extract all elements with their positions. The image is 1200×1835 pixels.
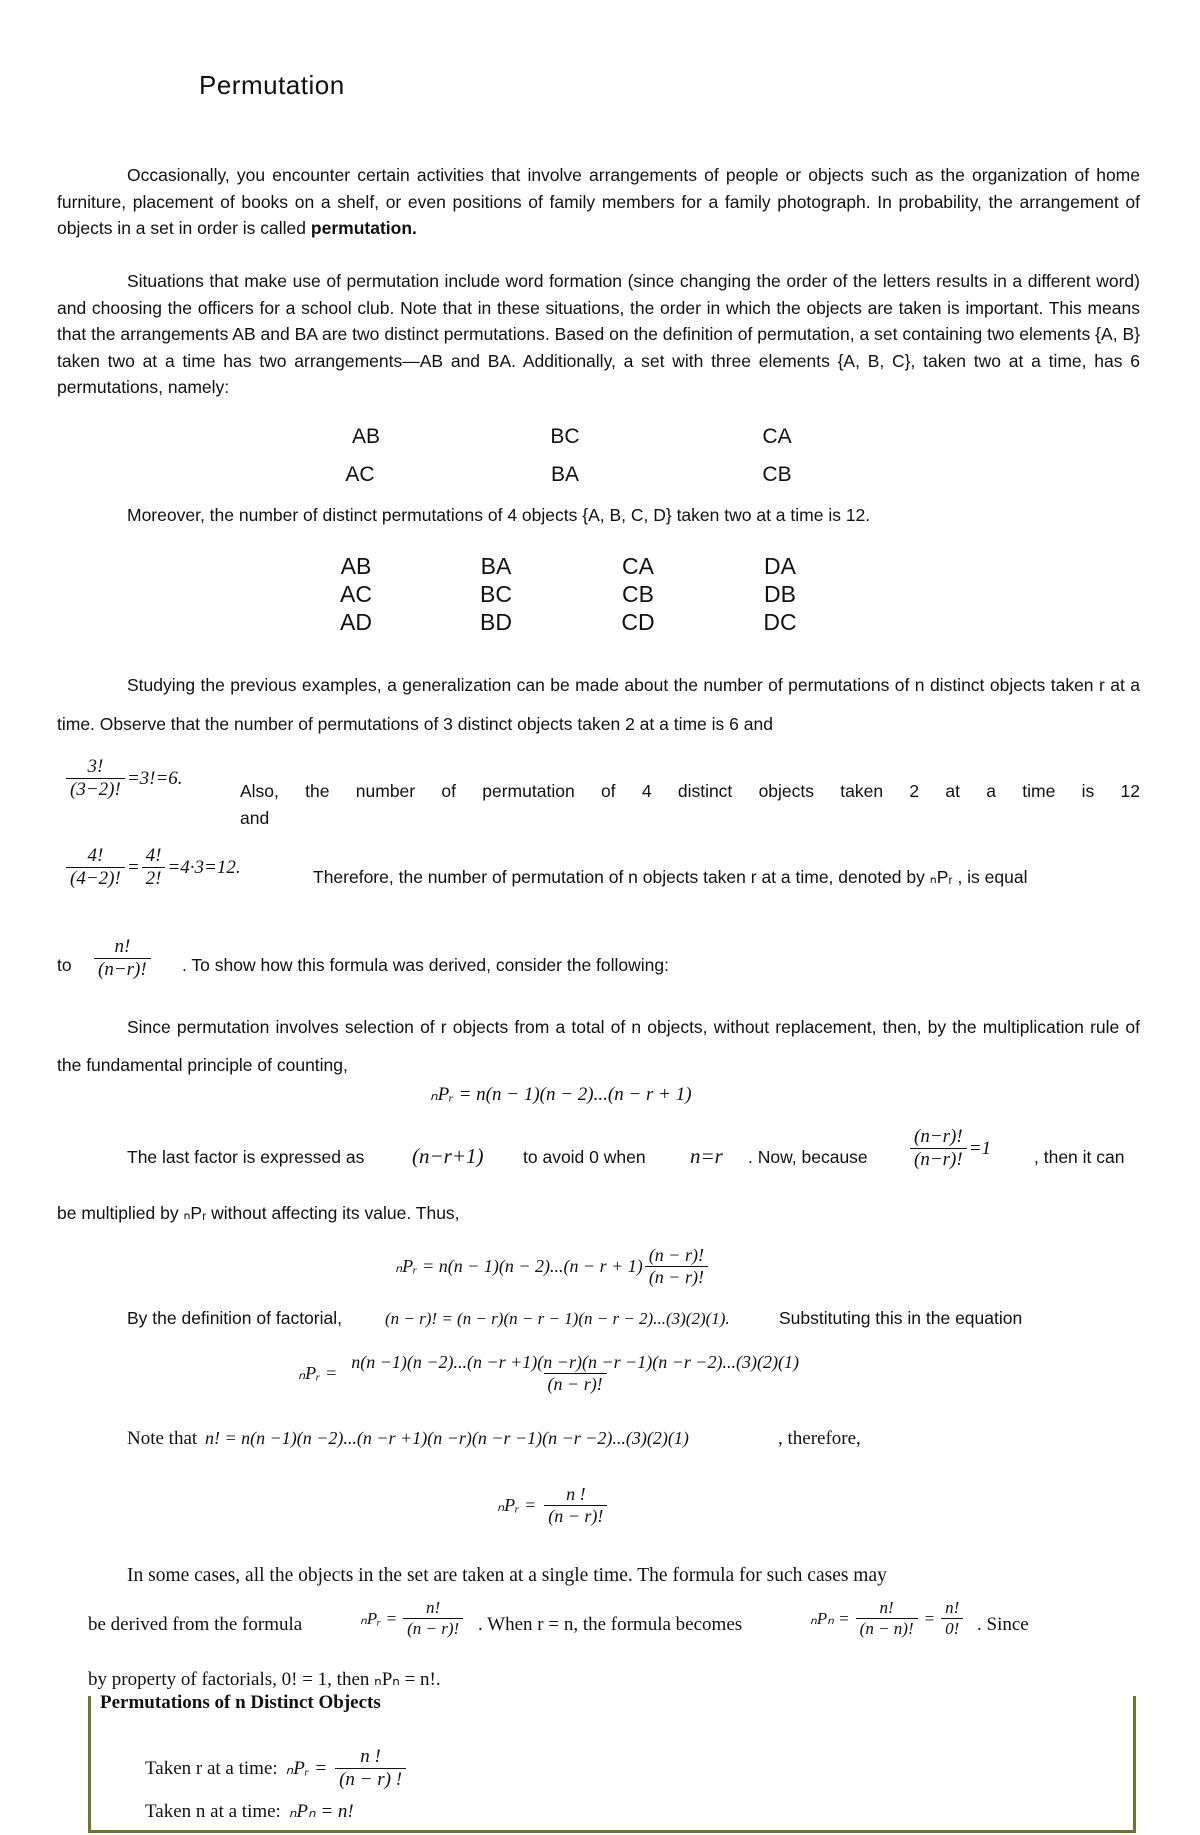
paragraph-since (57, 1008, 1140, 1084)
fraction-denominator: 2! (142, 867, 166, 890)
equation-npr-final (497, 1484, 609, 1527)
equation-npr-product: ₙPᵣ = n(n − 1)(n − 2)...(n − r + 1) (430, 1084, 692, 1105)
fraction-denominator: (3−2)! (66, 778, 125, 801)
formula-identity-one (908, 1126, 991, 1171)
table4-cell: BD (480, 609, 512, 635)
table4-cell: CA (622, 553, 654, 579)
fraction-numerator: 4! (145, 845, 162, 866)
table4-cell: AD (340, 609, 372, 635)
equation-substituted (298, 1352, 805, 1395)
fraction-denominator: (n − n)! (856, 1618, 918, 1639)
paragraph-intro (57, 162, 1140, 242)
fraction-numerator: n(n −1)(n −2)...(n −r +1)(n −r)(n −r −1)(n −r −2)...(3)(2)(1) (351, 1352, 799, 1372)
table4-cell: CB (622, 581, 654, 607)
fraction-numerator: n! (426, 1598, 441, 1617)
table3-cell: CA (762, 425, 792, 448)
equation-factorial-expansion: (n − r)! = (n − r)(n − r − 1)(n − r − 2)...(3)(2)(1). (385, 1309, 730, 1328)
since-text: Since permutation involves selection of r objects from a total of n objects, without replacement, then, by the multiplication rule of the fundamental principle of counting, (57, 1017, 1140, 1075)
table4-cell: DA (764, 553, 796, 579)
formula-3-perm-2 (64, 756, 183, 801)
then-it-can-text: , then it can (1034, 1147, 1125, 1167)
fraction-denominator: (n−r)! (910, 1148, 967, 1171)
table4-cell: CD (621, 609, 655, 635)
multiplied-text: be multiplied by ₙPᵣ without affecting its value. Thus, (57, 1203, 460, 1223)
derivation-intro-text: . To show how this formula was derived, consider the following: (182, 955, 670, 975)
paragraph-situations (57, 268, 1140, 401)
fraction-numerator: 3! (87, 756, 104, 777)
some-cases-text: In some cases, all the objects in the set are taken at a single time. The formula for such cases may (127, 1565, 887, 1586)
equation-left: ₙPₙ = (810, 1608, 850, 1628)
definition-factorial-text: By the definition of factorial, (127, 1308, 342, 1328)
paragraph-moreover (57, 502, 1140, 529)
equation-left: ₙPᵣ = (360, 1608, 398, 1628)
last-factor-text: The last factor is expressed as (127, 1147, 365, 1167)
fraction-numerator: n ! (566, 1484, 586, 1504)
paragraph-generalization (57, 666, 1140, 744)
substituting-text: Substituting this in the equation (779, 1308, 1023, 1328)
formula-npr-general (92, 936, 153, 981)
equation-left: ₙPᵣ = (285, 1758, 328, 1779)
equation-left: ₙPᵣ = (298, 1363, 338, 1383)
table3-cell: BA (550, 463, 579, 486)
table3-cell: AB (351, 425, 380, 448)
summary-label-n: Taken n at a time: (145, 1800, 281, 1822)
therefore-text: , therefore, (778, 1428, 861, 1449)
table3-cell: AC (345, 463, 375, 486)
equation-left: ₙPᵣ = n(n − 1)(n − 2)...(n − r + 1) (395, 1256, 643, 1276)
intro-bold: permutation. (310, 218, 417, 238)
fraction-numerator: n ! (360, 1746, 381, 1767)
table4-cell: BA (480, 553, 512, 579)
note-that-text: Note that (127, 1428, 198, 1449)
derived-from-text: be derived from the formula (88, 1614, 303, 1635)
formula-last-factor: (n−r+1) (412, 1144, 484, 1168)
fraction-denominator: 0! (941, 1618, 963, 1639)
equation-npr-times-one (395, 1245, 710, 1288)
situations-text: Situations that make use of permutation include word formation (since changing the order of the letters results in a different word) and choosing the officers for a school club. Note that in these situations, the order in which the objects are taken is important. This means that the arrangements AB and BA are two distinct permutations. Based on the definition of permutation, a set containing two elements {A, B} taken two at a time has two arrangements—AB and BA. Additionally, a set with three elements {A, B, C}, taken two at a time, has 6 permutations, namely: (57, 271, 1140, 397)
fraction-denominator: (4−2)! (66, 867, 125, 890)
fraction-denominator: (n − r)! (544, 1505, 607, 1527)
table3-cell: BC (550, 425, 580, 448)
page-title: Permutation (199, 70, 345, 100)
table3-cell: CB (762, 463, 792, 486)
fraction-numerator: (n − r)! (648, 1245, 704, 1265)
equation-n-factorial: n! = n(n −1)(n −2)...(n −r +1)(n −r)(n −r −1)(n −r −2)...(3)(2)(1) (205, 1428, 689, 1448)
fraction-numerator: 4! (87, 845, 104, 866)
when-r-equals-n-text: . When r = n, the formula becomes (478, 1614, 743, 1635)
paragraph-therefore: Therefore, the number of permutation of n objects taken r at a time, denoted by ₙPᵣ , is equal (313, 867, 1028, 887)
summary-label-r: Taken r at a time: (145, 1757, 278, 1779)
table4-cell: BC (480, 581, 512, 607)
also-text: Also, the number of permutation of 4 distinct objects taken 2 at a time is 12 and (240, 781, 1140, 828)
table4-cell: AB (340, 553, 372, 579)
fraction-numerator: n! (945, 1598, 960, 1617)
equals-sign: = (923, 1608, 936, 1628)
equation-left: ₙPᵣ = (497, 1495, 537, 1515)
formula-result: =3!=6. (126, 767, 183, 789)
formula-result: =4·3=12. (167, 856, 241, 878)
summary-line-taken-r (145, 1746, 408, 1791)
summary-heading: Permutations of n Distinct Objects (100, 1692, 381, 1713)
now-because-text: . Now, because (748, 1147, 868, 1167)
table4-cell: DB (764, 581, 796, 607)
paragraph-also (240, 778, 1140, 831)
fraction-denominator: (n − r)! (403, 1618, 463, 1639)
fraction-numerator: n! (879, 1598, 894, 1617)
formula-npr-box (360, 1598, 465, 1639)
intro-text: Occasionally, you encounter certain activities that involve arrangements of people or objects such as the organization of home furniture, placement of books on a shelf, or even positions of family members for a family photograph. In probability, the arrangement of objects in a set in order is called (57, 165, 1140, 238)
fraction-denominator: (n − r)! (645, 1266, 708, 1288)
table4-cell: DC (763, 609, 797, 635)
formula-n-equals-r: n=r (690, 1144, 723, 1168)
property-factorials-text: by property of factorials, 0! = 1, then ₙPₙ = n!. (88, 1669, 441, 1690)
fraction-numerator: (n−r)! (914, 1126, 963, 1147)
fraction-denominator: (n − r)! (544, 1373, 607, 1395)
fraction-numerator: n! (114, 936, 131, 957)
formula-result: =1 (968, 1137, 992, 1159)
since-text-2: . Since (977, 1614, 1029, 1635)
avoid-zero-text: to avoid 0 when (523, 1147, 646, 1167)
generalization-text: Studying the previous examples, a generalization can be made about the number of permutations of n distinct objects taken r at a time. Observe that the number of permutations of 3 distinct objects taken 2 at a time is 6 and (57, 675, 1140, 734)
fraction-denominator: (n−r)! (94, 958, 151, 981)
moreover-text: Moreover, the number of distinct permutations of 4 objects {A, B, C, D} taken two at a time is 12. (127, 505, 871, 525)
fraction-denominator: (n − r) ! (335, 1768, 406, 1791)
table4-cell: AC (340, 581, 372, 607)
formula-4-perm-2: $\frac{4!}{(4-2)!}$ = $\frac{4!}{2!}$ =4·3=12. (64, 845, 241, 890)
summary-line-taken-n (145, 1800, 354, 1823)
formula-npn (810, 1598, 965, 1639)
summary-equation-npn: ₙPₙ = n! (288, 1801, 354, 1822)
to-text: to (57, 955, 72, 975)
